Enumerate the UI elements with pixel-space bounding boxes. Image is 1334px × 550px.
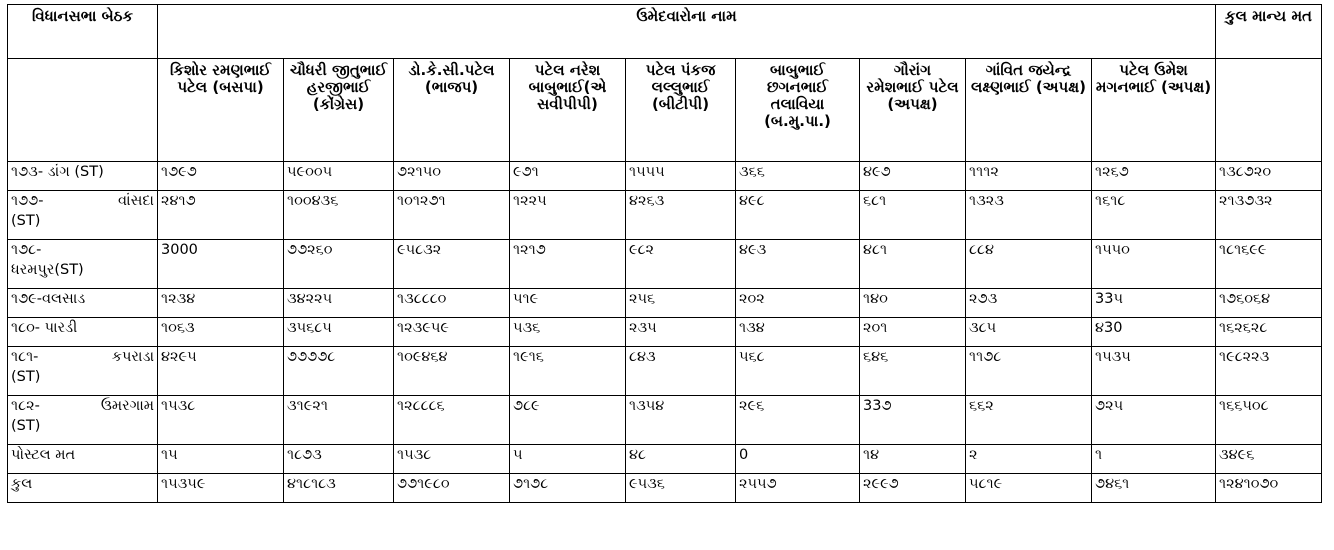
vote-cell: ૮૪૩ [626, 347, 736, 396]
vote-cell: ૧૮૭૩ [284, 445, 394, 474]
candidate-name: પટેલ ઉમેશ મગનભાઈ (અપક્ષ) [1092, 59, 1216, 162]
vote-cell: ૯૭૧ [510, 162, 626, 191]
candidate-name: કિશોર રમણભાઈ પટેલ (બસપા) [158, 59, 284, 162]
candidate-name: ગાંવિત જયેન્દ્ર લક્ષ્ણભાઈ (અપક્ષ) [966, 59, 1092, 162]
table-row [8, 318, 1322, 347]
vote-cell: ૧૩૫૪ [626, 396, 736, 445]
total-cell: ૩૪૯૬ [1216, 445, 1322, 474]
vote-cell: ૧૫ [158, 445, 284, 474]
vote-cell: ૨૫૫૭ [736, 474, 860, 503]
vote-cell: ૧૦૯૪૬૪ [394, 347, 510, 396]
vote-cell: ૪૨૬૩ [626, 191, 736, 240]
vote-cell: ૧૨૩૪ [158, 289, 284, 318]
seat-cell [8, 347, 158, 396]
vote-cell: ૫૩૬ [510, 318, 626, 347]
seat-category: (ST) [11, 213, 41, 229]
vote-cell: ૭૨૫ [1092, 396, 1216, 445]
table-row [8, 396, 1322, 445]
vote-cell: ૪૨૯૫ [158, 347, 284, 396]
vote-cell: ૧૨૮૮૮૬ [394, 396, 510, 445]
vote-cell: ૧૫૫૦ [1092, 240, 1216, 289]
vote-cell: ૯૫૮૩૨ [394, 240, 510, 289]
vote-cell: ૪૯૩ [736, 240, 860, 289]
vote-cell: ૩૧૯૨૧ [284, 396, 394, 445]
vote-cell: ૧૭૯૭ [158, 162, 284, 191]
candidate-name: ડો.કે.સી.પટેલ (ભાજપ) [394, 59, 510, 162]
seat-category: (ST) [11, 418, 41, 434]
vote-cell: ૧૪૦ [860, 289, 966, 318]
total-cell: ૧૭૬૦૬૪ [1216, 289, 1322, 318]
total-cell: ૧૨૪૧૦૭૦ [1216, 474, 1322, 503]
total-valid-header: કુલ માન્ય મત [1216, 5, 1322, 59]
candidate-name: બાબુભાઈ છગનભાઈ તલાવિયા (બ.મુ.પા.) [736, 59, 860, 162]
vote-cell: ૧૦૬૩ [158, 318, 284, 347]
seat-name: ધરમપુર(ST) [11, 262, 84, 278]
total-cell: ૨૧૩૭૩૨ [1216, 191, 1322, 240]
vote-cell: ૧૩૨૩ [966, 191, 1092, 240]
vote-cell: ૧૧૧૨ [966, 162, 1092, 191]
vote-cell: ૪૮ [626, 445, 736, 474]
candidate-name: ગૌરાંગ રમેશભાઈ પટેલ (અપક્ષ) [860, 59, 966, 162]
vote-cell: ૬૪૬ [860, 347, 966, 396]
vote-cell: ૬૬૨ [966, 396, 1092, 445]
total-cell: ૧૩૮૭૨૦ [1216, 162, 1322, 191]
vote-cell: ૨૯૯૭ [860, 474, 966, 503]
vote-cell: ૫૬૮ [736, 347, 860, 396]
vote-cell: ૭૪૬૧ [1092, 474, 1216, 503]
vote-cell: ૭૭૧૯૮૦ [394, 474, 510, 503]
table-row [8, 191, 1322, 240]
seat-number: ૧૮૨- [11, 398, 40, 414]
total-cell: ૧૬૨૬૨૮ [1216, 318, 1322, 347]
vote-cell: ૧૨૬૭ [1092, 162, 1216, 191]
vote-cell: ૧૪ [860, 445, 966, 474]
vote-cell: ૪30 [1092, 318, 1216, 347]
vote-cell: ૧૨૧૭ [510, 240, 626, 289]
vote-cell: ૨૭૩ [966, 289, 1092, 318]
vote-cell: ૫૯૦૦૫ [284, 162, 394, 191]
vote-cell: ૨૪૧૭ [158, 191, 284, 240]
vote-cell: ૧૬૧૮ [1092, 191, 1216, 240]
vote-cell: ૪૮૧ [860, 240, 966, 289]
vote-cell: ૯૫૩૬ [626, 474, 736, 503]
vote-cell: ૭૧૭૮ [510, 474, 626, 503]
seat-name: વાંસદા [118, 193, 154, 209]
vote-cell: 33૭ [860, 396, 966, 445]
vote-cell: ૨ [966, 445, 1092, 474]
vote-cell: ૧૨૩૯૫૯ [394, 318, 510, 347]
vote-cell: ૧૦૧૨૭૧ [394, 191, 510, 240]
header-row-top [8, 5, 1322, 59]
seat-header: વિધાનસભા બેઠક [8, 5, 158, 59]
table-row [8, 445, 1322, 474]
total-cell: ૧૯૮૨૨૩ [1216, 347, 1322, 396]
vote-cell: ૮૮૪ [966, 240, 1092, 289]
total-cell: ૧૮૧૬૯૯ [1216, 240, 1322, 289]
empty-header-cell [8, 59, 158, 162]
vote-cell: ૭૭૭૭૮ [284, 347, 394, 396]
vote-cell: ૭૨૧૫૦ [394, 162, 510, 191]
seat-category: (ST) [11, 369, 41, 385]
header-row-candidates [8, 59, 1322, 162]
vote-cell: ૬૮૧ [860, 191, 966, 240]
seat-number: ૧૭૭- [11, 193, 44, 209]
vote-cell: ૧૫૩૫ [1092, 347, 1216, 396]
seat-cell [8, 240, 158, 289]
vote-cell: ૧૩૪ [736, 318, 860, 347]
candidate-name: ચૌધરી જીતુભાઈ હરજીભાઈ (કોંગ્રેસ) [284, 59, 394, 162]
vote-cell: ૯૮૨ [626, 240, 736, 289]
vote-cell: ૧૫૫૫ [626, 162, 736, 191]
vote-cell: ૩૬૬ [736, 162, 860, 191]
seat-cell [8, 191, 158, 240]
seat-cell: કુલ [8, 474, 158, 503]
vote-cell: ૧ [1092, 445, 1216, 474]
seat-cell: પોસ્ટલ મત [8, 445, 158, 474]
vote-cell: ૧૫૩૫૯ [158, 474, 284, 503]
seat-cell: ૧૮૦- પારડી [8, 318, 158, 347]
vote-cell: ૧૫૩૮ [394, 445, 510, 474]
vote-cell: ૩૮૫ [966, 318, 1092, 347]
vote-cell: ૭૭૨૬૦ [284, 240, 394, 289]
vote-cell: ૫૧૯ [510, 289, 626, 318]
vote-cell: ૩૫૬૮૫ [284, 318, 394, 347]
candidates-header: ઉમેદવારોના નામ [158, 5, 1216, 59]
vote-cell: ૧૩૮૮૮૦ [394, 289, 510, 318]
seat-name: ઉમરગામ [100, 398, 154, 414]
vote-cell: ૨૩૫ [626, 318, 736, 347]
candidate-name: પટેલ નરેશ બાબુભાઈ(એ સવીપીપી) [510, 59, 626, 162]
table-row [8, 162, 1322, 191]
seat-cell: ૧૭૩- ડાંગ (ST) [8, 162, 158, 191]
table-row-total [8, 474, 1322, 503]
vote-cell: 3000 [158, 240, 284, 289]
vote-cell: ૧૯૧૬ [510, 347, 626, 396]
vote-cell: ૫ [510, 445, 626, 474]
vote-cell: ૨૦૧ [860, 318, 966, 347]
election-results-table [7, 4, 1322, 503]
vote-cell: 33૫ [1092, 289, 1216, 318]
table-row [8, 240, 1322, 289]
vote-cell: ૫૮૧૯ [966, 474, 1092, 503]
vote-cell: ૨૫૬ [626, 289, 736, 318]
candidate-name: પટેલ પંકજ લલ્લુભાઈ (બીટીપી) [626, 59, 736, 162]
seat-number: ૧૭૮- [11, 242, 42, 258]
vote-cell: ૭૮૯ [510, 396, 626, 445]
vote-cell: ૧૦૦૪૩૬ [284, 191, 394, 240]
seat-name: કપરાડા [111, 349, 154, 365]
empty-header-cell [1216, 59, 1322, 162]
vote-cell: ૪૧૮૧૮૩ [284, 474, 394, 503]
vote-cell: ૧૨૨૫ [510, 191, 626, 240]
table-row [8, 347, 1322, 396]
vote-cell: ૩૪૨૨૫ [284, 289, 394, 318]
vote-cell: 0 [736, 445, 860, 474]
vote-cell: ૨૯૬ [736, 396, 860, 445]
seat-cell: ૧૭૯-વલસાડ [8, 289, 158, 318]
vote-cell: ૪૯૭ [860, 162, 966, 191]
total-cell: ૧૬૬૫૦૮ [1216, 396, 1322, 445]
table-row [8, 289, 1322, 318]
seat-number: ૧૮૧- [11, 349, 39, 365]
vote-cell: ૧૫૩૮ [158, 396, 284, 445]
vote-cell: ૧૧૭૮ [966, 347, 1092, 396]
vote-cell: ૨૦૨ [736, 289, 860, 318]
vote-cell: ૪૯૮ [736, 191, 860, 240]
seat-cell [8, 396, 158, 445]
